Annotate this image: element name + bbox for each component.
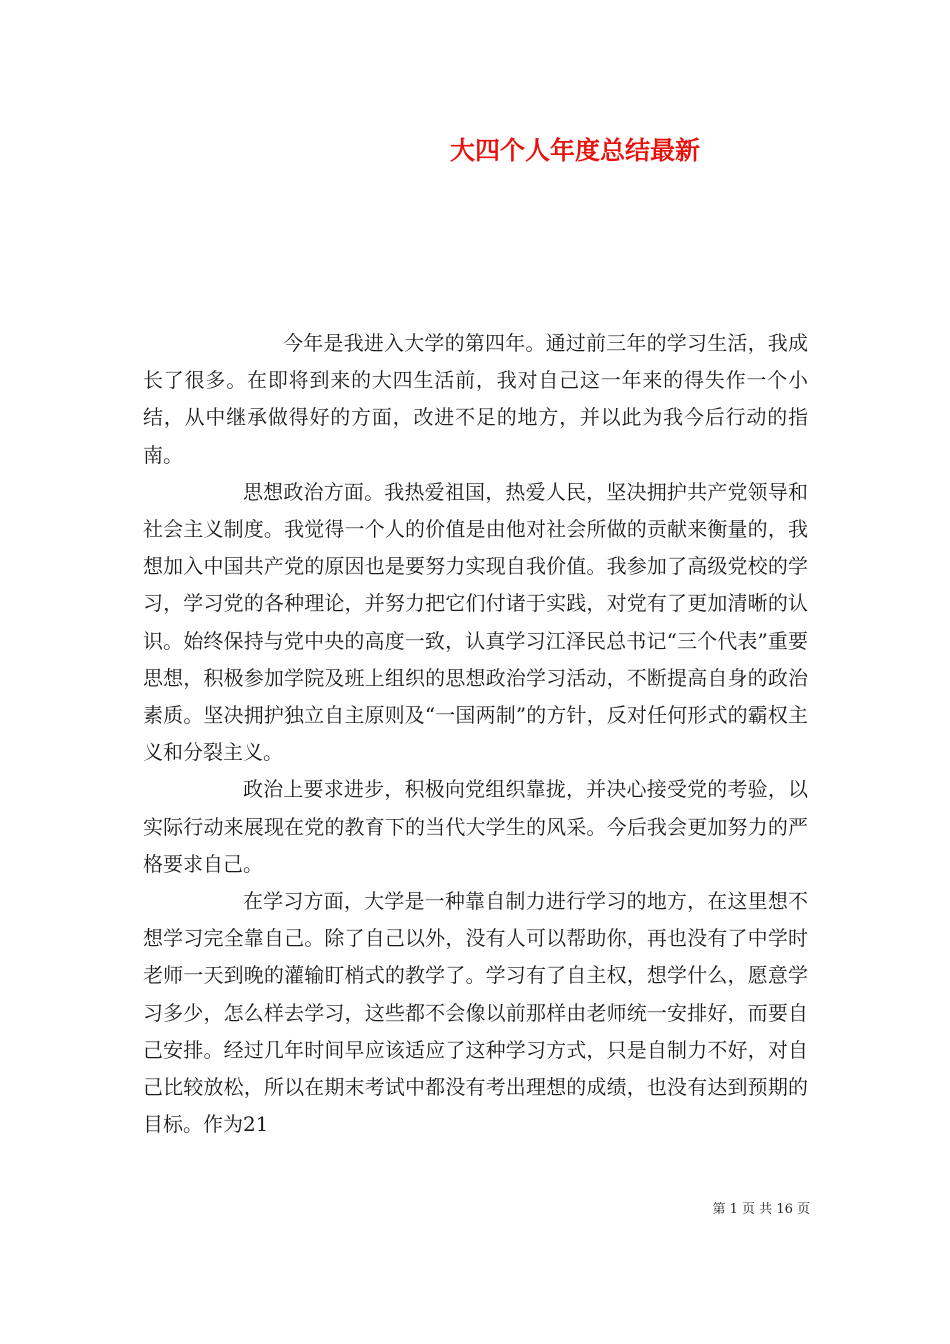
paragraph-political-thought: 思想政治方面。我热爱祖国，热爱人民，坚决拥护共产党领导和社会主义制度。我觉得一个人的价值是由他对社会所做的贡献来衡量的，我想加入中国共产党的原因也是要努力实现自我价值。我参加了高级党校的学习，学习党的各种理论，并努力把它们付诸于实践，对党有了更加清晰的认识。始终保持与党中央的高度一致，认真学习江泽民总书记“三个代表”重要思想，积极参加学院及班上组织的思想政治学习活动，不断提高自身的政治素质。坚决拥护独立自主原则及“一国两制”的方针，反对任何形式的霸权主义和分裂主义。 — [143, 479, 808, 765]
paragraph-intro: 今年是我进入大学的第四年。通过前三年的学习生活，我成长了很多。在即将到来的大四生活前，我对自己这一年来的得失作一个小结，从中继承做得好的方面，改进不足的地方，并以此为我今后行动的指南。 — [143, 331, 808, 467]
paragraph-political-progress: 政治上要求进步，积极向党组织靠拢，并决心接受党的考验，以实际行动来展现在党的教育下的当代大学生的风采。今后我会更加努力的严格要求自己。 — [143, 777, 808, 876]
document-title: 大四个人年度总结最新 — [449, 136, 700, 165]
document-body — [143, 325, 808, 1143]
page-number-footer: 第 1 页 共 16 页 — [712, 1202, 810, 1217]
paragraph-study: 在学习方面，大学是一种靠自制力进行学习的地方，在这里想不想学习完全靠自己。除了自己以外，没有人可以帮助你，再也没有了中学时老师一天到晚的灌输盯梢式的教学了。学习有了自主权，想学什么，愿意学习多少，怎么样去学习，这些都不会像以前那样由老师统一安排好，而要自己安排。经过几年时间早应该适应了这种学习方式，只是自制力不好，对自己比较放松，所以在期末考试中都没有考出理想的成绩，也没有达到预期的目标。作为21 — [143, 889, 808, 1137]
